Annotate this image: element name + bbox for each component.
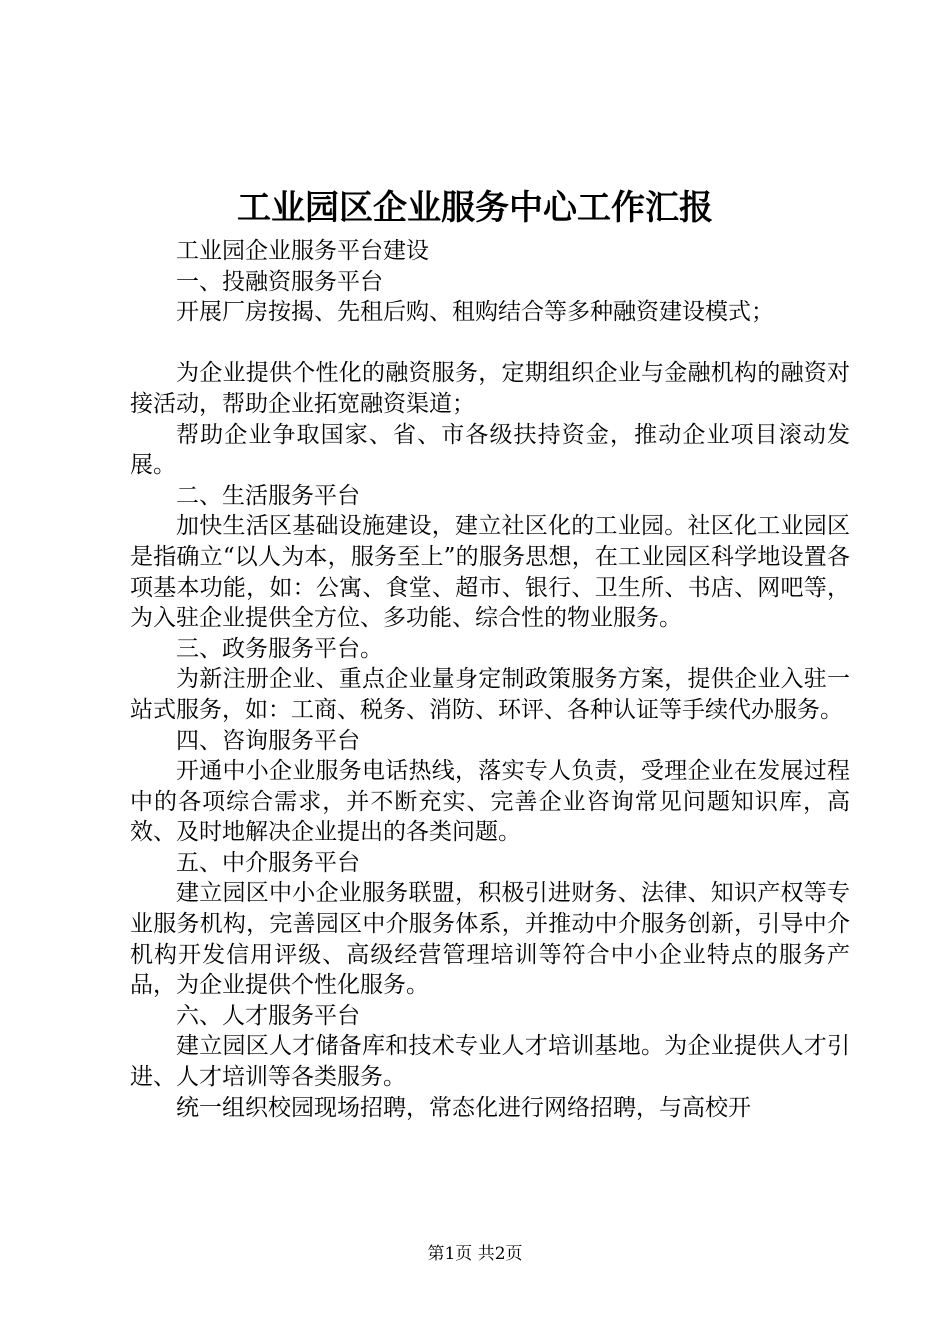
paragraph-financing-modes: 开展厂房按揭、先租后购、租购结合等多种融资建设模式； — [176, 299, 774, 326]
page-number-footer: 第1页 共2页 — [427, 1244, 523, 1264]
paragraph-heading-talent: 六、人才服务平台 — [176, 1002, 360, 1029]
paragraph-consulting-service: 开通中小企业服务电话热线，落实专人负责，受理企业在发展过程中的各项综合需求，并不断充实、完善企业咨询常见问题知识库，高效、及时地解决企业提出的各类问题。 — [130, 758, 850, 846]
document-body — [130, 236, 850, 1123]
document-title: 工业园区企业服务中心工作汇报 — [237, 188, 713, 228]
paragraph-section-heading: 工业园企业服务平台建设 — [176, 238, 429, 264]
paragraph-living-service: 加快生活区基础设施建设，建立社区化的工业园。社区化工业园区是指确立“以人为本，服务至上”的服务思想，在工业园区科学地设置各项基本功能，如：公寓、食堂、超市、银行、卫生所、书店、网吧等，为入驻企业提供全方位、多功能、综合性的物业服务。 — [130, 513, 850, 632]
paragraph-heading-living: 二、生活服务平台 — [176, 482, 360, 509]
paragraph-financing-service: 为企业提供个性化的融资服务，定期组织企业与金融机构的融资对接活动，帮助企业拓宽融资渠道； — [130, 360, 850, 417]
paragraph-heading-consulting: 四、咨询服务平台 — [176, 727, 360, 754]
paragraph-heading-government: 三、政务服务平台。 — [176, 635, 383, 662]
paragraph-heading-financing: 一、投融资服务平台 — [176, 268, 383, 295]
paragraph-intermediary-service: 建立园区中小企业服务联盟，积极引进财务、法律、知识产权等专业服务机构，完善园区中介服务体系，并推动中介服务创新，引导中介机构开发信用评级、高级经营管理培训等符合中小企业特点的服务产品，为企业提供个性化服务。 — [130, 880, 850, 999]
paragraph-talent-recruitment: 统一组织校园现场招聘，常态化进行网络招聘，与高校开 — [176, 1094, 751, 1121]
paragraph-talent-base: 建立园区人才储备库和技术专业人才培训基地。为企业提供人才引进、人才培训等各类服务。 — [130, 1033, 850, 1091]
paragraph-government-service: 为新注册企业、重点企业量身定制政策服务方案，提供企业入驻一站式服务，如：工商、税务、消防、环评、各种认证等手续代办服务。 — [130, 666, 850, 723]
paragraph-financing-funds: 帮助企业争取国家、省、市各级扶持资金，推动企业项目滚动发展。 — [130, 421, 850, 479]
paragraph-heading-intermediary: 五、中介服务平台 — [176, 849, 360, 876]
